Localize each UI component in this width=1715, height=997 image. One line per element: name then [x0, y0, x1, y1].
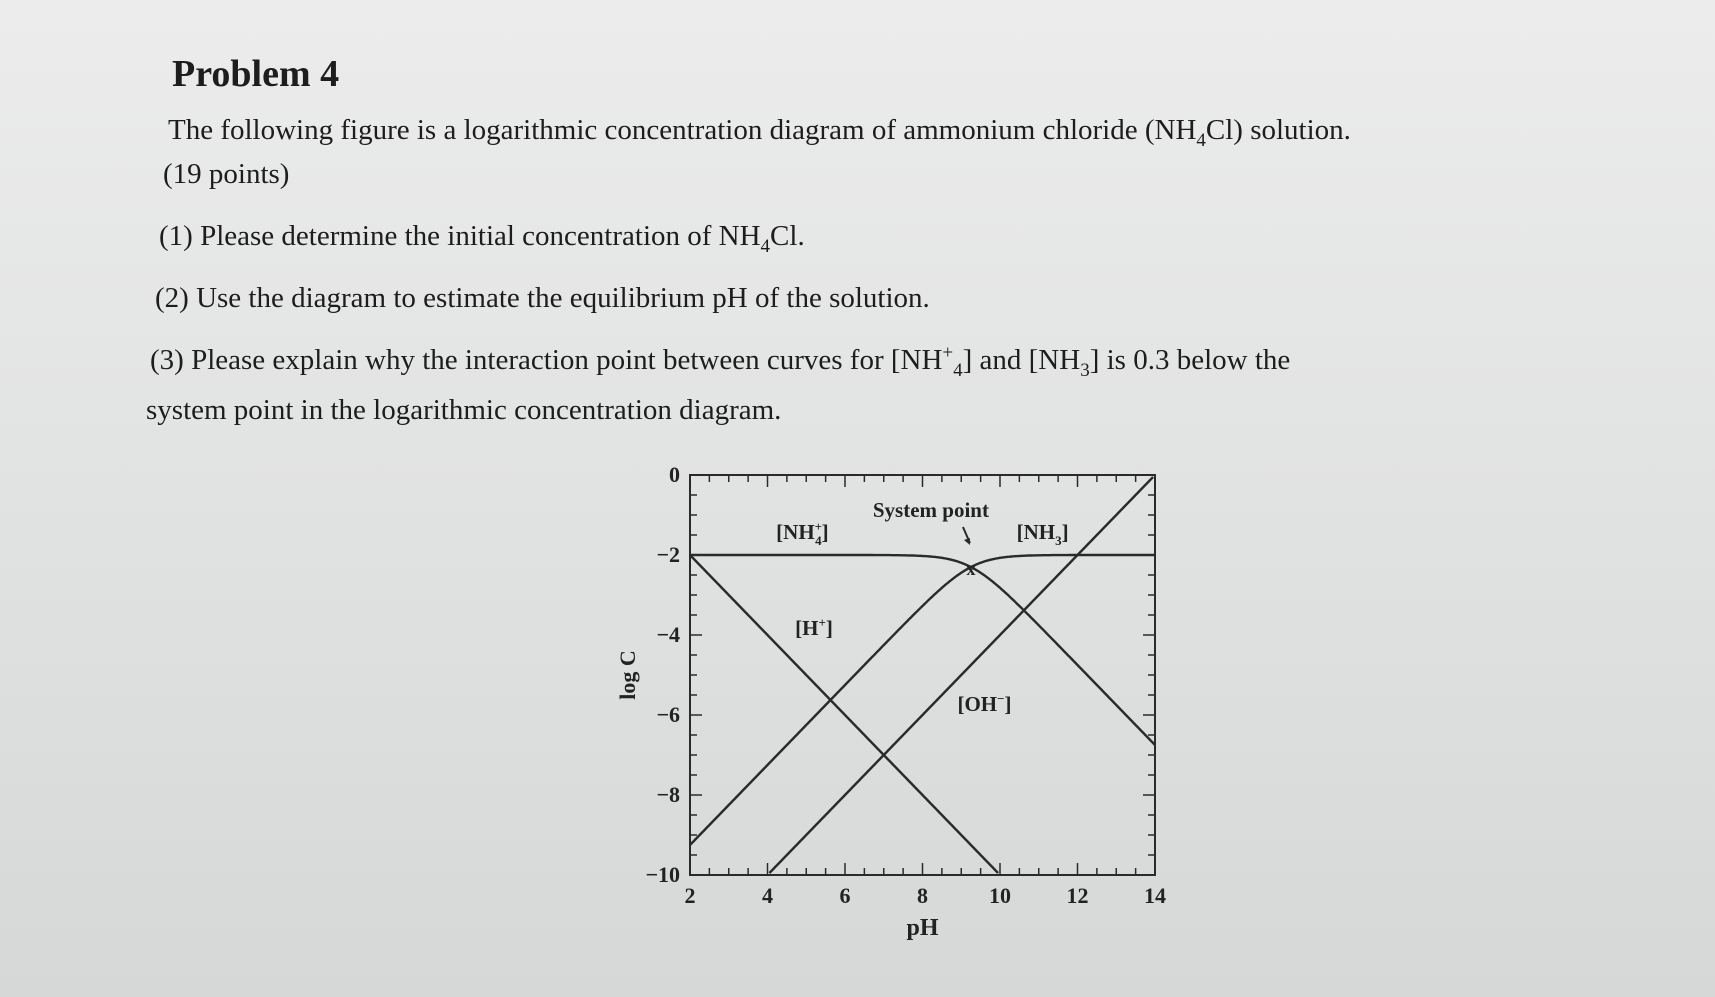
- y-tick-label: −2: [656, 542, 680, 567]
- x-tick-label: 4: [762, 883, 773, 908]
- question-3-line-2: system point in the logarithmic concentration diagram.: [146, 394, 782, 426]
- h-plus-line: [690, 555, 998, 873]
- question-2: (2) Use the diagram to estimate the equilibrium pH of the solution.: [155, 282, 930, 314]
- y-tick-label: −8: [656, 782, 680, 807]
- x-tick-label: 2: [684, 883, 696, 908]
- x-axis-label: pH: [906, 915, 939, 940]
- chart-axes: [690, 475, 1155, 875]
- x-tick-label: 6: [839, 883, 851, 908]
- question-3-line-1: (3) Please explain why the interaction point between curves for $[NH^+_4]$ and $[NH_3]$ is 0.3 below the: [150, 342, 1291, 381]
- y-tick-label: −4: [656, 622, 680, 647]
- nh3-series-label: $[NH_3]$: [1016, 520, 1069, 548]
- oh-series-label: [OH−]: [957, 691, 1012, 716]
- chart-labels: [615, 462, 1166, 940]
- y-tick-label: 0: [669, 462, 680, 487]
- nh4-series-label: [NH+ 4]: [776, 519, 829, 548]
- problem-intro: [168, 114, 1648, 151]
- chart-series-group: [690, 477, 1155, 873]
- intro-text: The following figure is a logarithmic concentration diagram of ammonium chloride $(NH_4Cl)$ solution.: [168, 114, 1351, 151]
- plot-frame: [690, 475, 1155, 875]
- x-tick-label: 8: [917, 883, 928, 908]
- nh3-curve: [690, 555, 1155, 845]
- y-tick-label: −6: [656, 702, 680, 727]
- y-axis-label: log C: [615, 650, 640, 700]
- problem-title: Problem 4: [172, 53, 340, 95]
- system-point-marker: x: [966, 559, 976, 579]
- x-tick-label: 14: [1144, 883, 1166, 908]
- x-tick-label: 10: [989, 883, 1011, 908]
- system-point-label: System point: [872, 498, 989, 522]
- problem-points: (19 points): [163, 158, 290, 190]
- x-tick-label: 12: [1066, 883, 1089, 908]
- y-tick-label: −10: [645, 862, 680, 887]
- question-1: (1) Please determine the initial concentration of $NH_4Cl$.: [159, 220, 805, 257]
- log-concentration-diagram: [600, 450, 1200, 940]
- h-plus-series-label: [H+]: [795, 615, 833, 640]
- system-point-arrowhead: [964, 538, 970, 545]
